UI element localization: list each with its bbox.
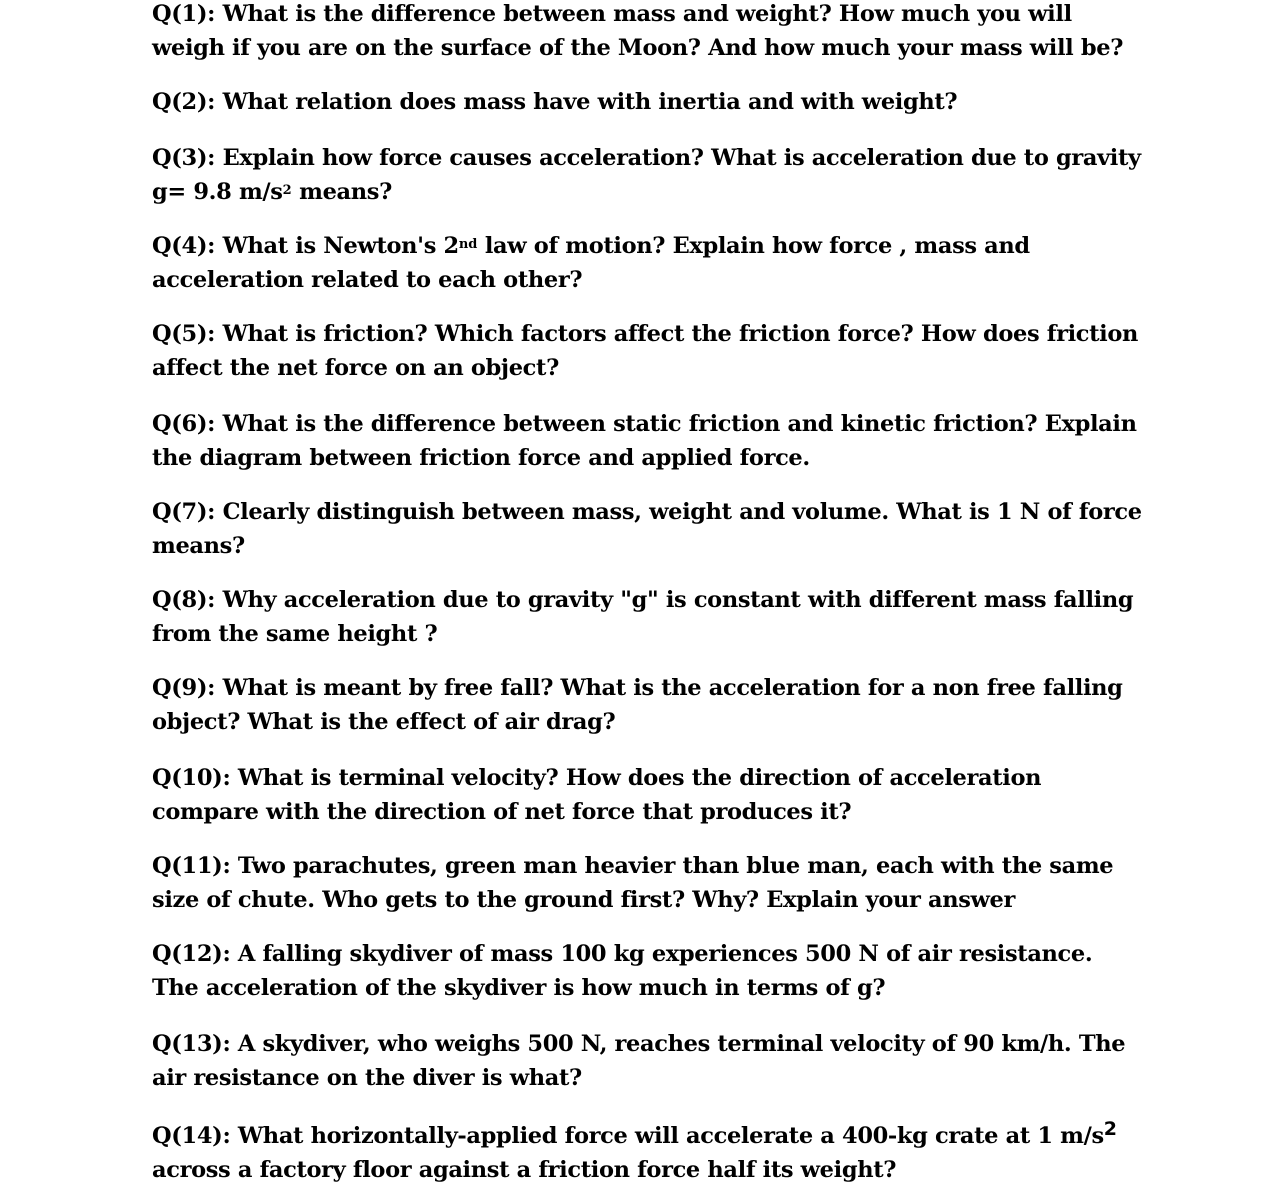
question-9 <box>152 671 1142 739</box>
question-14-text-end: across a factory floor against a friction force half its weight? <box>152 1157 897 1183</box>
question-4-text: Q(4): What is Newton's 2 <box>152 233 459 259</box>
question-1-text: Q(1): What is the difference between mass and weight? How much you will weigh if you are on the surface of the Moon? And how much your mass will be? <box>152 1 1124 61</box>
question-3-superscript: 2 <box>282 183 292 198</box>
question-3 <box>152 141 1142 209</box>
question-11-text: Q(11): Two parachutes, green man heavier than blue man, each with the same size of chute. Who gets to the ground first? Why? Explain your answer <box>152 853 1114 913</box>
question-8 <box>152 583 1142 651</box>
question-7-text: Q(7): Clearly distinguish between mass, weight and volume. What is 1 N of force means? <box>152 499 1142 559</box>
question-7 <box>152 495 1142 563</box>
question-5-text: Q(5): What is friction? Which factors affect the friction force? How does friction affect the net force on an object? <box>152 321 1139 381</box>
question-10 <box>152 761 1142 829</box>
question-4 <box>152 229 1142 297</box>
question-13-text: Q(13): A skydiver, who weighs 500 N, reaches terminal velocity of 90 km/h. The air resistance on the diver is what? <box>152 1031 1126 1091</box>
question-3-text-end: means? <box>291 179 392 205</box>
question-12-text: Q(12): A falling skydiver of mass 100 kg experiences 500 N of air resistance. The acceleration of the skydiver is how much in terms of g? <box>152 941 1093 1001</box>
question-12 <box>152 937 1142 1005</box>
question-8-text: Q(8): Why acceleration due to gravity "g" is constant with different mass falling from the same height ? <box>152 587 1134 647</box>
question-2 <box>152 85 1142 119</box>
question-13 <box>152 1027 1142 1095</box>
question-14 <box>152 1119 1142 1187</box>
question-5 <box>152 317 1142 385</box>
question-11 <box>152 849 1142 917</box>
question-2-text: Q(2): What relation does mass have with inertia and with weight? <box>152 89 958 115</box>
question-14-text: Q(14): What horizontally-applied force will accelerate a 400-kg crate at 1 m/s <box>152 1123 1104 1149</box>
question-9-text: Q(9): What is meant by free fall? What is the acceleration for a non free falling object? What is the effect of air drag? <box>152 675 1123 735</box>
question-1 <box>152 0 1142 65</box>
question-4-superscript: nd <box>458 237 478 252</box>
question-4-text-end: law of motion? Explain how force , mass and acceleration related to each other? <box>152 233 1030 293</box>
question-14-superscript: 2 <box>1103 1118 1118 1140</box>
question-6 <box>152 407 1142 475</box>
question-3-text: Q(3): Explain how force causes acceleration? What is acceleration due to gravity g= 9.8 m/s <box>152 145 1141 205</box>
question-10-text: Q(10): What is terminal velocity? How does the direction of acceleration compare with the direction of net force that produces it? <box>152 765 1042 825</box>
question-6-text: Q(6): What is the difference between static friction and kinetic friction? Explain the diagram between friction force and applied force. <box>152 411 1137 471</box>
